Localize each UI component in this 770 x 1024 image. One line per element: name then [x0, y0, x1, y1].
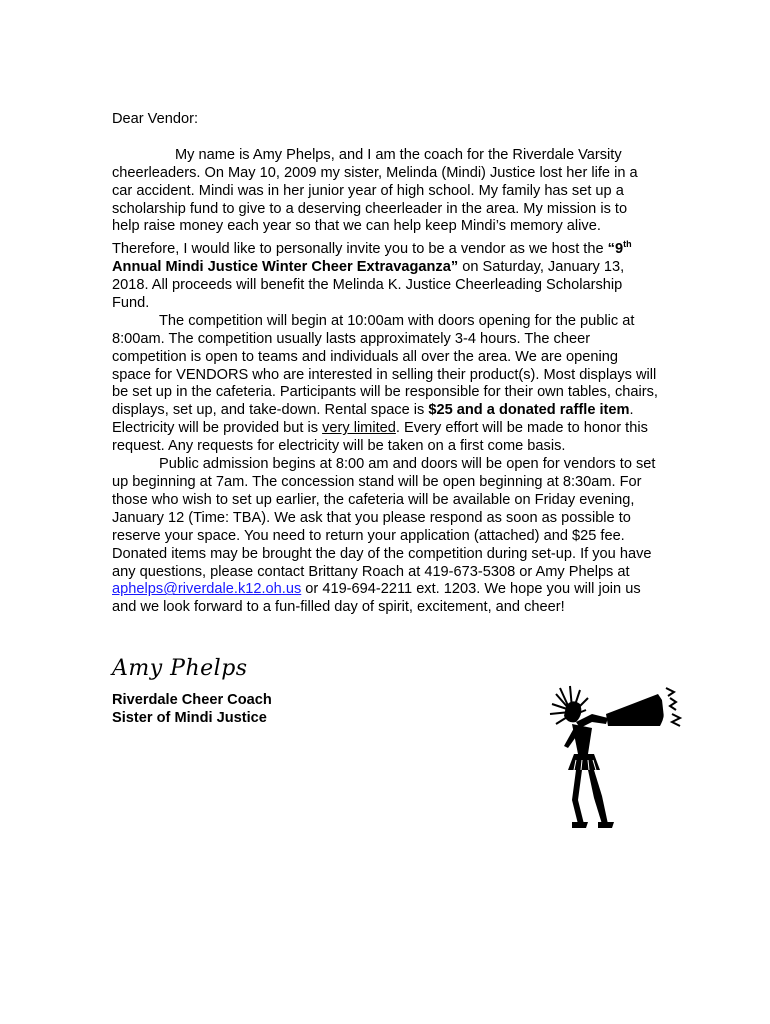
signer-relation: Sister of Mindi Justice [112, 710, 267, 726]
cheerleader-megaphone-icon [548, 684, 688, 830]
rental-fee: $25 and a donated raffle item [428, 402, 630, 419]
signature-block [112, 691, 272, 727]
right-leg [588, 770, 608, 824]
electricity-limited: very limited [322, 420, 396, 437]
sound-waves [666, 688, 680, 726]
admission-text: Public admission begins at 8:00 am and doors will be open for vendors to set up beginning at 7am. The concession stand will be open beginning at 8:30am. For those who wish to set up earlier, the cafeteria will be available on Friday evening, January 12 (Time: TBA). We ask that you please respond as soon as possible to reserve your space. You need to return your application (attached) and $25 fee. Donated items may be brought the day of the competition during set-up. If you have any questions, please contact Brittany Roach at 419-673-5308 or Amy Phelps at [112, 456, 656, 580]
handwritten-signature: Amy Phelps [112, 656, 248, 681]
competition-text: The competition will begin at 10:00am with doors opening for the public at 8:00am. The competition usually lasts approximately 3-4 hours. The cheer competition is open to teams and individuals all over the area. We are opening space for VENDORS who are interested in selling their product(s). Most displays will be set up in the cafeteria. Participants will be responsible for their own tables, chairs, displays, set up, and take-down. Rental space is [112, 312, 658, 419]
left-shoe [572, 822, 588, 828]
paragraph-competition [112, 313, 658, 456]
torso [572, 724, 592, 754]
left-leg [572, 770, 584, 824]
event-quote-open: “9 [607, 241, 624, 258]
competition-text-end: . Every effort will be made to honor this request. Any requests for electricity will be taken on a first come basis. [112, 420, 648, 455]
megaphone [606, 694, 664, 726]
email-link[interactable]: aphelps@riverdale.k12.oh.us [112, 581, 302, 598]
signer-title: Riverdale Cheer Coach [112, 692, 272, 708]
greeting: Dear Vendor: [112, 111, 198, 127]
paragraph-intro [112, 147, 658, 313]
event-name-rest: Annual Mindi Justice Winter Cheer Extravaganza” [112, 259, 459, 276]
intro-text: My name is Amy Phelps, and I am the coach for the Riverdale Varsity cheerleaders. On May 10, 2009 my sister, Melinda (Mindi) Justice lost her life in a car accident. Mindi was in her junior year of high school. My family has set up a scholarship fund to give to a deserving cheerleader in the area. My mission is to help raise money each year so that we can help keep Mindi’s memory alive. Therefore, I would like to personally invite you to be a vendor as we host the [112, 146, 638, 258]
admission-text-end: or 419-694-2211 ext. 1203. We hope you will join us and we look forward to a fun-filled day of spirit, excitement, and cheer! [112, 581, 641, 616]
intro-text-end: on Saturday, January 13, 2018. All proceeds will benefit the Melinda K. Justice Cheerleading Scholarship Fund. [112, 259, 625, 311]
event-ordinal-suffix: th [623, 239, 632, 250]
competition-text-mid: . Electricity will be provided but is [112, 402, 634, 437]
paragraph-admission [112, 456, 658, 617]
right-shoe [598, 822, 614, 828]
letter-body [112, 111, 658, 617]
